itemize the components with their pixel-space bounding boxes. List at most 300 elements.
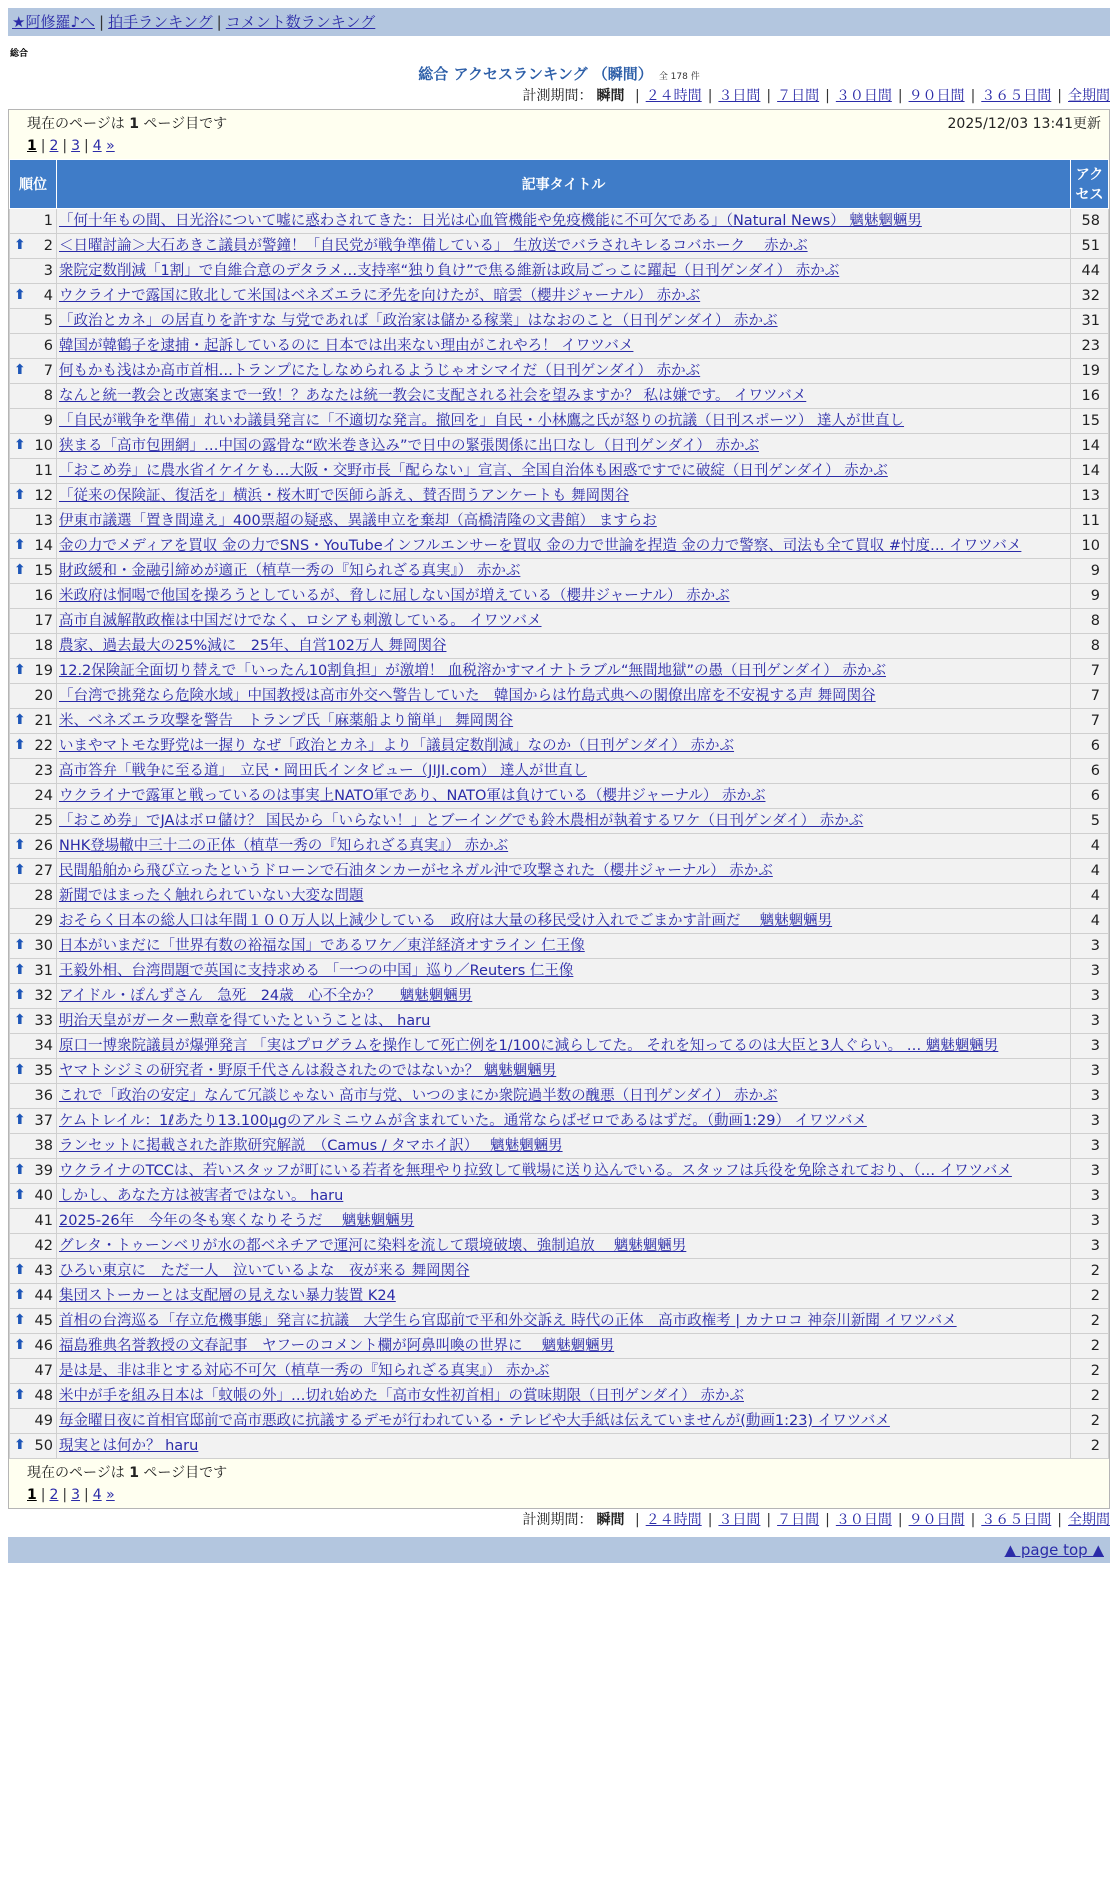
table-row	[10, 309, 1109, 334]
access-count: 19	[1071, 359, 1109, 384]
period-link[interactable]: ３日間	[718, 1512, 761, 1528]
article-link[interactable]: 首相の台湾巡る「存立危機事態」発言に抗議 大学生ら官邸前で平和外交訴え 時代の正体 高市政権考 | カナロコ 神奈川新聞 イワツバメ	[59, 1313, 957, 1329]
title-cell	[57, 809, 1071, 834]
rank-number: 3	[43, 263, 53, 279]
article-link[interactable]: NHK登場轍中三十二の正体（植草一秀の『知られざる真実』） 赤かぶ	[59, 838, 509, 854]
table-row	[10, 1284, 1109, 1309]
current-page-text: 現在のページは 1 ページ目です	[27, 1465, 228, 1481]
table-row	[10, 834, 1109, 859]
rank-number: 4	[43, 288, 53, 304]
article-link[interactable]: 財政緩和・金融引締めが適正（植草一秀の『知られざる真実』） 赤かぶ	[59, 563, 521, 579]
table-row	[10, 259, 1109, 284]
article-link[interactable]: ウクライナのTCCは、若いスタッフが町にいる若者を無理やり拉致して戦場に送り込んでいる。スタッフは兵役を免除されており、（… イワツバメ	[59, 1163, 1012, 1179]
table-row	[10, 884, 1109, 909]
table-row	[10, 334, 1109, 359]
access-count: 32	[1071, 284, 1109, 309]
title-cell	[57, 1284, 1071, 1309]
rank-cell	[10, 509, 57, 534]
article-link[interactable]: おそらく日本の総人口は年間１００万人以上減少している 政府は大量の移民受け入れでごまかす計画だ 魑魅魍魎男	[59, 913, 833, 929]
rank-cell	[10, 434, 57, 459]
rank-number: 25	[34, 813, 53, 829]
table-row	[10, 909, 1109, 934]
rank-cell	[10, 634, 57, 659]
title-cell	[57, 759, 1071, 784]
title-cell	[57, 409, 1071, 434]
title-cell	[57, 434, 1071, 459]
article-link[interactable]: 新聞ではまったく触れられていない大変な問題	[59, 888, 364, 904]
rank-up-arrow-icon: ⬆	[14, 1112, 26, 1128]
rank-cell	[10, 1284, 57, 1309]
page-link-4[interactable]: 4	[92, 1487, 102, 1503]
period-link[interactable]: ７日間	[777, 88, 820, 104]
article-link[interactable]: 米政府は恫喝で他国を操ろうとしているが、脅しに屈しない国が増えている（櫻井ジャーナル） 赤かぶ	[59, 588, 730, 604]
period-link[interactable]: ３０日間	[835, 88, 892, 104]
page-link-2[interactable]: 2	[49, 138, 59, 154]
title-cell	[57, 709, 1071, 734]
period-link[interactable]: ２４時間	[645, 88, 702, 104]
period-separator: |	[766, 88, 772, 104]
title-cell	[57, 1409, 1071, 1434]
rank-number: 47	[34, 1363, 53, 1379]
rank-number: 33	[34, 1013, 53, 1029]
period-separator: |	[897, 88, 903, 104]
rank-cell	[10, 934, 57, 959]
period-current: 瞬間	[596, 88, 625, 104]
ranking-title	[8, 63, 1110, 85]
access-count: 15	[1071, 409, 1109, 434]
article-link[interactable]: 明治天皇がガーター勲章を得ていたということは、 haru	[59, 1013, 431, 1029]
rank-number: 43	[34, 1263, 53, 1279]
access-count: 2	[1071, 1384, 1109, 1409]
title-cell	[57, 509, 1071, 534]
rank-cell	[10, 1209, 57, 1234]
title-cell	[57, 1209, 1071, 1234]
rank-up-arrow-icon: ⬆	[14, 662, 26, 678]
next-page-link[interactable]: »	[106, 138, 115, 154]
rank-number: 9	[43, 413, 53, 429]
rank-up-arrow-icon: ⬆	[14, 1162, 26, 1178]
article-link[interactable]: 何もかも浅はか高市首相…トランプにたしなめられるようじゃオシマイだ（日刊ゲンダイ） 赤かぶ	[59, 363, 701, 379]
article-link[interactable]: ひろい東京に ただ一人 泣いているよな 夜が来る 舞岡関谷	[59, 1263, 470, 1279]
article-link[interactable]: 福島雅典名誉教授の文春記事 ヤフーのコメント欄が阿鼻叫喚の世界に 魑魅魍魎男	[59, 1338, 615, 1354]
rank-up-arrow-icon: ⬆	[14, 1337, 26, 1353]
title-cell	[57, 1334, 1071, 1359]
access-count: 2	[1071, 1434, 1109, 1459]
title-cell	[57, 859, 1071, 884]
title-cell	[57, 1234, 1071, 1259]
period-separator: |	[1057, 1512, 1062, 1528]
period-separator: |	[1057, 88, 1062, 104]
rank-cell	[10, 884, 57, 909]
article-link[interactable]: 米中が手を組み日本は「蚊帳の外」…切れ始めた「高市女性初首相」の賞味期限（日刊ゲンダイ） 赤かぶ	[59, 1388, 744, 1404]
rank-up-arrow-icon: ⬆	[14, 362, 26, 378]
rank-number: 2	[43, 238, 53, 254]
access-count: 51	[1071, 234, 1109, 259]
rank-number: 45	[34, 1313, 53, 1329]
period-separator: |	[766, 1512, 772, 1528]
access-count: 5	[1071, 809, 1109, 834]
article-link[interactable]: 高市自滅解散政権は中国だけでなく、ロシアも刺激している。 イワツバメ	[59, 613, 542, 629]
rank-up-arrow-icon: ⬆	[14, 712, 26, 728]
period-links	[629, 1512, 1110, 1528]
table-row	[10, 559, 1109, 584]
period-link[interactable]: ３６５日間	[981, 1512, 1052, 1528]
rank-cell	[10, 709, 57, 734]
article-link[interactable]: 王毅外相、台湾問題で英国に支持求める 「一つの中国」巡り／Reuters 仁王像	[59, 963, 574, 979]
access-count: 16	[1071, 384, 1109, 409]
article-link[interactable]: 伊東市議選「置き間違え」400票超の疑惑、異議申立を棄却（高橋清隆の文書館） ますらお	[59, 513, 657, 529]
table-row	[10, 1159, 1109, 1184]
table-row	[10, 234, 1109, 259]
article-link[interactable]: 現実とは何か？ haru	[59, 1438, 199, 1454]
access-count: 11	[1071, 509, 1109, 534]
rank-cell	[10, 909, 57, 934]
access-count: 6	[1071, 784, 1109, 809]
page-info-bottom	[9, 1459, 1109, 1508]
period-separator: |	[707, 1512, 713, 1528]
rank-number: 5	[43, 313, 53, 329]
article-link[interactable]: 日本がいまだに「世界有数の裕福な国」であるワケ／東洋経済オすライン 仁王像	[59, 938, 585, 954]
rank-number: 19	[34, 663, 53, 679]
rank-number: 37	[34, 1113, 53, 1129]
table-row	[10, 809, 1109, 834]
access-count: 3	[1071, 1184, 1109, 1209]
period-label: 計測期間：	[522, 88, 593, 104]
article-link[interactable]: 2025-26年 今年の冬も寒くなりそうだ 魑魅魍魎男	[59, 1213, 415, 1229]
next-page-link[interactable]: »	[106, 1487, 115, 1503]
rank-number: 26	[34, 838, 53, 854]
access-count: 3	[1071, 1009, 1109, 1034]
article-link[interactable]: 「おこめ券」に農水省イケイケも…大阪・交野市長「配らない」宣言、全国自治体も困惑ですでに破綻（日刊ゲンダイ） 赤かぶ	[59, 463, 888, 479]
article-link[interactable]: ＜日曜討論＞大石あきこ議員が警鐘！「自民党が戦争準備している」 生放送でバラされキレるコバホーク 赤かぶ	[59, 238, 808, 254]
period-separator: |	[634, 88, 640, 104]
period-link[interactable]: ３６５日間	[981, 88, 1052, 104]
pager-separator: |	[62, 138, 68, 154]
rank-number: 13	[34, 513, 53, 529]
table-row	[10, 734, 1109, 759]
access-count: 2	[1071, 1309, 1109, 1334]
title-cell	[57, 1059, 1071, 1084]
table-row	[10, 1034, 1109, 1059]
table-row	[10, 1334, 1109, 1359]
access-count: 3	[1071, 1059, 1109, 1084]
article-link[interactable]: いまやマトモな野党は一握り なぜ「政治とカネ」より「議員定数削減」なのか（日刊ゲンダイ） 赤かぶ	[59, 738, 735, 754]
access-count: 3	[1071, 959, 1109, 984]
rank-cell	[10, 559, 57, 584]
article-link[interactable]: なんと統一教会と改憲案まで一致！？あなたは統一教会に支配される社会を望みますか？ 私は嫌です。 イワツバメ	[59, 388, 807, 404]
table-row	[10, 609, 1109, 634]
rank-number: 17	[34, 613, 53, 629]
page-link-4[interactable]: 4	[92, 138, 102, 154]
rank-number: 29	[34, 913, 53, 929]
rank-cell	[10, 1384, 57, 1409]
access-count: 3	[1071, 1159, 1109, 1184]
rank-number: 1	[43, 213, 53, 229]
article-link[interactable]: 12.2保険証全面切り替えで「いったん10割負担」が激増！ 血税溶かすマイナトラブル“無間地獄”の愚（日刊ゲンダイ） 赤かぶ	[59, 663, 886, 679]
table-row	[10, 709, 1109, 734]
top-navigation	[8, 8, 1110, 36]
clap-ranking-link[interactable]: 拍手ランキング	[108, 13, 213, 31]
access-count: 8	[1071, 634, 1109, 659]
rank-cell	[10, 1234, 57, 1259]
rank-cell	[10, 234, 57, 259]
access-header: アクセス	[1071, 160, 1109, 209]
title-cell	[57, 1259, 1071, 1284]
article-link[interactable]: 「従来の保険証、復活を」横浜・桜木町で医師ら訴え、賛否問うアンケートも 舞岡関谷	[59, 488, 630, 504]
article-link[interactable]: 「おこめ券」でJAはボロ儲け？ 国民から「いらない！」とブーイングでも鈴木農相が執着するワケ（日刊ゲンダイ） 赤かぶ	[59, 813, 864, 829]
access-count: 7	[1071, 659, 1109, 684]
rank-up-arrow-icon: ⬆	[14, 1287, 26, 1303]
pager-separator: |	[84, 138, 89, 154]
period-separator: |	[825, 1512, 830, 1528]
table-row	[10, 209, 1109, 234]
table-row	[10, 359, 1109, 384]
page-top-link[interactable]: ▲ page top ▲	[1004, 1541, 1104, 1559]
rank-cell	[10, 1434, 57, 1459]
table-row	[10, 859, 1109, 884]
table-row	[10, 659, 1109, 684]
article-link[interactable]: 衆院定数削減「1割」で自維合意のデタラメ…支持率“独り負け”で焦る維新は政局ごっこに躍起（日刊ゲンダイ） 赤かぶ	[59, 263, 840, 279]
period-link[interactable]: ９０日間	[908, 1512, 965, 1528]
rank-cell	[10, 484, 57, 509]
title-cell	[57, 1084, 1071, 1109]
rank-cell	[10, 659, 57, 684]
access-count: 2	[1071, 1359, 1109, 1384]
article-link[interactable]: 民間船舶から飛び立ったというドローンで石油タンカーがセネガル沖で攻撃された（櫻井ジャーナル） 赤かぶ	[59, 863, 773, 879]
rank-cell	[10, 1259, 57, 1284]
table-row	[10, 1309, 1109, 1334]
rank-cell	[10, 1359, 57, 1384]
rank-up-arrow-icon: ⬆	[14, 1437, 26, 1453]
rank-cell	[10, 284, 57, 309]
rank-cell	[10, 1309, 57, 1334]
access-count: 3	[1071, 1109, 1109, 1134]
article-link[interactable]: ケムトレイル：1ℓあたり13.100μgのアルミニウムが含まれていた。通常ならばゼロであるはずだ。（動画1:29） イワツバメ	[59, 1113, 867, 1129]
article-link[interactable]: しかし、あなた方は被害者ではない。 haru	[59, 1188, 344, 1204]
period-link[interactable]: ３日間	[718, 88, 761, 104]
title-header: 記事タイトル	[57, 160, 1071, 209]
rank-up-arrow-icon: ⬆	[14, 287, 26, 303]
rank-up-arrow-icon: ⬆	[14, 737, 26, 753]
period-separator: |	[634, 1512, 640, 1528]
title-cell	[57, 459, 1071, 484]
rank-cell	[10, 959, 57, 984]
rank-number: 46	[34, 1338, 53, 1354]
page-link-2[interactable]: 2	[49, 1487, 59, 1503]
article-link[interactable]: 金の力でメディアを買収 金の力でSNS・YouTubeインフルエンサーを買収 金の力で世論を捏造 金の力で警察、司法も全て買収 #忖度… イワツバメ	[59, 538, 1022, 554]
access-count: 3	[1071, 934, 1109, 959]
period-separator: |	[970, 88, 976, 104]
rank-number: 21	[34, 713, 53, 729]
article-link[interactable]: ランセットに掲載された詐欺研究解説 （Camus / タマホイ訳） 魑魅魍魎男	[59, 1138, 563, 1154]
table-row	[10, 409, 1109, 434]
access-count: 4	[1071, 834, 1109, 859]
period-link[interactable]: ７日間	[777, 1512, 820, 1528]
rank-number: 32	[34, 988, 53, 1004]
period-separator: |	[707, 88, 713, 104]
title-cell	[57, 734, 1071, 759]
article-link[interactable]: これで「政治の安定」なんて冗談じゃない 高市与党、いつのまにか衆院過半数の醜悪（日刊ゲンダイ） 赤かぶ	[59, 1088, 778, 1104]
rank-number: 6	[43, 338, 53, 354]
table-row	[10, 1434, 1109, 1459]
access-count: 3	[1071, 1084, 1109, 1109]
rank-number: 28	[34, 888, 53, 904]
period-link[interactable]: ２４時間	[645, 1512, 702, 1528]
comment-ranking-link[interactable]: コメント数ランキング	[225, 13, 376, 31]
rank-number: 34	[34, 1038, 53, 1054]
table-row	[10, 1109, 1109, 1134]
rank-up-arrow-icon: ⬆	[14, 962, 26, 978]
rank-cell	[10, 984, 57, 1009]
article-link[interactable]: ウクライナで露国に敗北して米国はベネズエラに矛先を向けたが、暗雲（櫻井ジャーナル） 赤かぶ	[59, 288, 701, 304]
rank-cell	[10, 309, 57, 334]
title-cell	[57, 584, 1071, 609]
rank-up-arrow-icon: ⬆	[14, 837, 26, 853]
article-link[interactable]: 原口一博衆院議員が爆弾発言 「実はプログラムを操作して死亡例を1/100に減らしてた。 それを知ってるのは大臣と3人ぐらい。 … 魑魅魍魎男	[59, 1038, 999, 1054]
nav-separator: |	[216, 13, 222, 31]
rank-number: 27	[34, 863, 53, 879]
rank-number: 48	[34, 1388, 53, 1404]
period-link[interactable]: ９０日間	[908, 88, 965, 104]
access-count: 8	[1071, 609, 1109, 634]
rank-cell	[10, 359, 57, 384]
page-link-1[interactable]: 1	[27, 1487, 37, 1503]
table-row	[10, 1059, 1109, 1084]
rank-cell	[10, 834, 57, 859]
rank-number: 12	[34, 488, 53, 504]
access-count: 2	[1071, 1259, 1109, 1284]
table-row	[10, 1234, 1109, 1259]
access-count: 2	[1071, 1284, 1109, 1309]
title-cell	[57, 884, 1071, 909]
rank-cell	[10, 534, 57, 559]
table-row	[10, 1209, 1109, 1234]
period-separator: |	[970, 1512, 976, 1528]
table-row	[10, 634, 1109, 659]
page-link-1[interactable]: 1	[27, 138, 37, 154]
current-page-text: 現在のページは 1 ページ目です	[27, 116, 228, 132]
rank-cell	[10, 734, 57, 759]
table-row	[10, 784, 1109, 809]
title-cell	[57, 259, 1071, 284]
period-link[interactable]: 全期間	[1068, 88, 1110, 104]
title-cell	[57, 1184, 1071, 1209]
page-link-3[interactable]: 3	[71, 1487, 81, 1503]
title-cell	[57, 234, 1071, 259]
article-link[interactable]: ウクライナで露軍と戦っているのは事実上NATO軍であり、NATO軍は負けている（櫻井ジャーナル） 赤かぶ	[59, 788, 766, 804]
access-count: 6	[1071, 734, 1109, 759]
article-link[interactable]: 韓国が韓鶴子を逮捕・起訴しているのに 日本では出来ない理由がこれやろ！ イワツバメ	[59, 338, 634, 354]
access-count: 6	[1071, 759, 1109, 784]
rank-number: 41	[34, 1213, 53, 1229]
total-count: 全 178 件	[658, 72, 700, 82]
table-row	[10, 1259, 1109, 1284]
access-count: 7	[1071, 684, 1109, 709]
period-link[interactable]: 全期間	[1068, 1512, 1110, 1528]
access-count: 9	[1071, 559, 1109, 584]
period-links	[629, 88, 1110, 104]
page-link-3[interactable]: 3	[71, 138, 81, 154]
table-row	[10, 509, 1109, 534]
rank-cell	[10, 409, 57, 434]
article-link[interactable]: 高市答弁「戦争に至る道」 立民・岡田氏インタビュー（JIJI.com） 達人が世直し	[59, 763, 587, 779]
rank-number: 35	[34, 1063, 53, 1079]
article-link[interactable]: グレタ・トゥーンベリが水の都ベネチアで運河に染料を流して環境破壊、強制追放 魑魅魍魎男	[59, 1238, 687, 1254]
article-link[interactable]: 集団ストーカーとは支配層の見えない暴力装置 K24	[59, 1288, 396, 1304]
category-label: 総合	[10, 49, 29, 59]
article-link[interactable]: 「台湾で挑発なら危険水域」中国教授は高市外交へ警告していた 韓国からは竹島式典への閣僚出席を不安視する声 舞岡関谷	[59, 688, 876, 704]
home-link[interactable]: ★阿修羅♪へ	[12, 13, 96, 31]
rank-header: 順位	[10, 160, 57, 209]
rank-up-arrow-icon: ⬆	[14, 987, 26, 1003]
article-link[interactable]: ヤマトシジミの研究者・野原千代さんは殺されたのではないか？ 魑魅魍魎男	[59, 1063, 557, 1079]
access-count: 44	[1071, 259, 1109, 284]
rank-number: 20	[34, 688, 53, 704]
pagination	[27, 1484, 1101, 1506]
table-row	[10, 1359, 1109, 1384]
table-row	[10, 984, 1109, 1009]
rank-up-arrow-icon: ⬆	[14, 437, 26, 453]
table-row	[10, 484, 1109, 509]
period-link[interactable]: ３０日間	[835, 1512, 892, 1528]
table-row	[10, 459, 1109, 484]
bottom-bar	[8, 1537, 1110, 1563]
title-cell	[57, 1309, 1071, 1334]
title-cell	[57, 284, 1071, 309]
article-link[interactable]: 是は是、非は非とする対応不可欠（植草一秀の『知られざる真実』） 赤かぶ	[59, 1363, 550, 1379]
title-cell	[57, 1159, 1071, 1184]
ranking-frame	[8, 109, 1110, 1509]
rank-up-arrow-icon: ⬆	[14, 237, 26, 253]
pager-separator: |	[84, 1487, 89, 1503]
table-row	[10, 1009, 1109, 1034]
rank-number: 39	[34, 1163, 53, 1179]
rank-up-arrow-icon: ⬆	[14, 562, 26, 578]
article-link[interactable]: 米、ベネズエラ攻撃を警告 トランプ氏「麻薬船より簡単」 舞岡関谷	[59, 713, 514, 729]
pagination	[27, 135, 1101, 157]
rank-number: 10	[34, 438, 53, 454]
title-cell	[57, 634, 1071, 659]
rank-cell	[10, 859, 57, 884]
article-link[interactable]: 狭まる「高市包囲網」…中国の露骨な“欧米巻き込み”で日中の緊張関係に出口なし（日刊ゲンダイ） 赤かぶ	[59, 438, 759, 454]
access-count: 9	[1071, 584, 1109, 609]
rank-up-arrow-icon: ⬆	[14, 1387, 26, 1403]
rank-cell	[10, 1034, 57, 1059]
rank-cell	[10, 1009, 57, 1034]
article-link[interactable]: アイドル・ぽんずさん 急死 24歳 心不全か？ 魑魅魍魎男	[59, 988, 473, 1004]
period-separator: |	[825, 88, 830, 104]
rank-cell	[10, 1184, 57, 1209]
table-row	[10, 384, 1109, 409]
article-link[interactable]: 毎金曜日夜に首相官邸前で高市悪政に抗議するデモが行われている・テレビや大手紙は伝えていませんが(動画1:23) イワツバメ	[59, 1413, 890, 1429]
rank-cell	[10, 784, 57, 809]
article-link[interactable]: 「自民が戦争を準備」れいわ議員発言に「不適切な発言。撤回を」自民・小林鷹之氏が怒りの抗議（日刊スポーツ） 達人が世直し	[59, 413, 905, 429]
rank-cell	[10, 584, 57, 609]
table-row	[10, 1134, 1109, 1159]
access-count: 2	[1071, 1409, 1109, 1434]
rank-up-arrow-icon: ⬆	[14, 1012, 26, 1028]
rank-number: 8	[43, 388, 53, 404]
article-link[interactable]: 「何十年もの間、日光浴について嘘に惑わされてきた：日光は心血管機能や免疫機能に不可欠である」（Natural News） 魑魅魍魎男	[59, 213, 922, 229]
table-row	[10, 684, 1109, 709]
rank-up-arrow-icon: ⬆	[14, 537, 26, 553]
rank-up-arrow-icon: ⬆	[14, 937, 26, 953]
rank-number: 31	[34, 963, 53, 979]
article-link[interactable]: 「政治とカネ」の居直りを許すな 与党であれば「政治家は儲かる稼業」はなおのこと（日刊ゲンダイ） 赤かぶ	[59, 313, 778, 329]
article-link[interactable]: 農家、過去最大の25%減に 25年、自営102万人 舞岡関谷	[59, 638, 447, 654]
pager-separator: |	[62, 1487, 68, 1503]
rank-number: 15	[34, 563, 53, 579]
